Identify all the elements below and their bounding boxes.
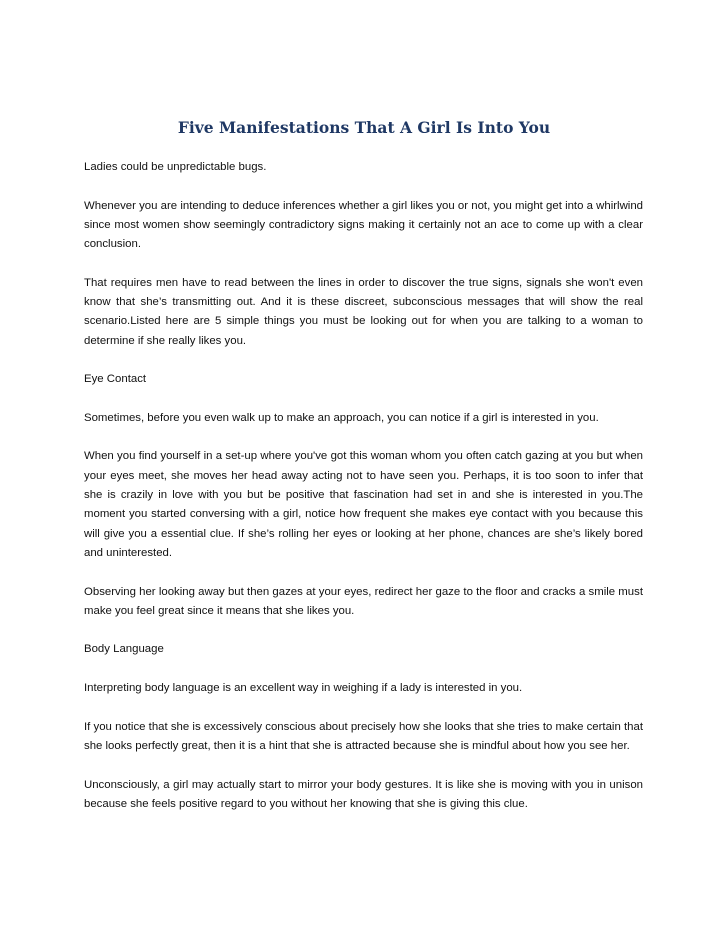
section-heading-body-language: Body Language [84,643,164,656]
body-paragraph: Observing her looking away but then gazes at your eyes, redirect her gaze to the floor and cracks a smile must make you feel great since it means that she likes you. [84,585,643,617]
body-paragraph: If you notice that she is excessively conscious about precisely how she looks that she tries to make certain that she looks perfectly great, then it is a hint that she is attracted because she is mindful about how you see her. [84,720,643,752]
body-paragraph: Whenever you are intending to deduce inferences whether a girl likes you or not, you might get into a whirlwind since most women show seemingly contradictory signs making it certainly not an ace to come up with a clear conclusion. [84,199,643,251]
body-paragraph: Unconsciously, a girl may actually start to mirror your body gestures. It is like she is moving with you in unison because she feels positive regard to you without her knowing that she is giving this clue. [84,778,643,810]
body-paragraph: When you find yourself in a set-up where you've got this woman whom you often catch gazing at you but when your eyes meet, she moves her head away acting not to have seen you. Perhaps, it is too soon to infer that she is crazily in love with you but be positive that fascination had set in and she is interested in you.The moment you started conversing with a girl, notice how frequent she makes eye contact with you because this will give you a essential clue. If she’s rolling her eyes or looking at her phone, chances are she’s likely bored and uninterested. [84,450,643,559]
intro-paragraph: Ladies could be unpredictable bugs. [84,161,267,173]
document-body [84,158,643,833]
body-paragraph: Interpreting body language is an excellent way in weighing if a lady is interested in you. [84,682,523,695]
section-heading-eye-contact: Eye Contact [84,373,147,386]
body-paragraph: Sometimes, before you even walk up to make an approach, you can notice if a girl is interested in you. [84,411,599,424]
body-paragraph: That requires men have to read between the lines in order to discover the true signs, signals she won't even know that she’s transmitting out. And it is these discreet, subconscious messages that will show the real scenario.Listed here are 5 simple things you must be looking out for when you are talking to a woman to determine if she really likes you. [84,276,643,347]
document-title: Five Manifestations That A Girl Is Into You [177,118,551,137]
